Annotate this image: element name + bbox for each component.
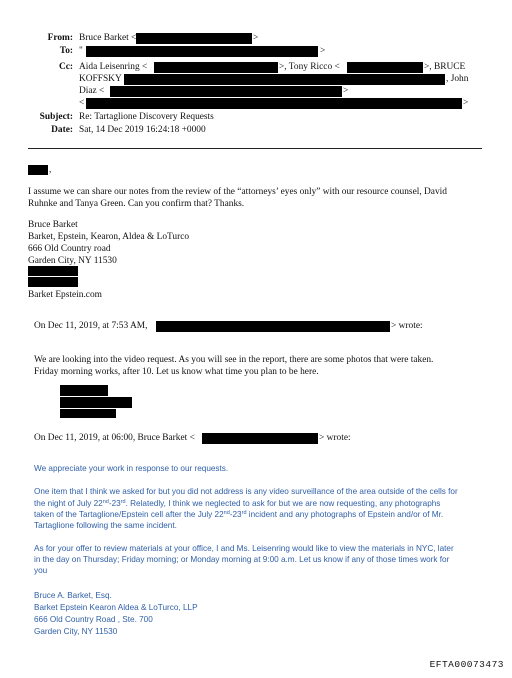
document-id: EFTA00073473 bbox=[429, 659, 504, 670]
quoted-line: As for your offer to review materials at your office, I and Ms. Leisenring would like to view the materials in NYC, later bbox=[34, 544, 454, 553]
signature-address: 666 Old Country Road , Ste. 700 bbox=[34, 615, 153, 624]
redaction-block bbox=[86, 98, 462, 109]
quoted-line: taken of the Tartaglione/Epstein cell after the July 22nd-23rd incident and any photographs of Epstein and/or of Mr. bbox=[34, 510, 444, 519]
signature-name: Bruce Barket bbox=[28, 220, 78, 230]
cc-label: Cc: bbox=[58, 62, 73, 72]
signature-firm: Barket Epstein Kearon Aldea & LoTurco, LLP bbox=[34, 603, 198, 612]
redaction-block bbox=[60, 409, 116, 418]
date-value: Sat, 14 Dec 2019 16:24:18 +0000 bbox=[79, 125, 206, 135]
cc-line1-c: >, BRUCE bbox=[424, 62, 466, 72]
reply-line: Friday morning works, after 10. Let us know what time you plan to be here. bbox=[34, 367, 319, 377]
signature-name: Bruce A. Barket, Esq. bbox=[34, 591, 112, 600]
signature-address: Garden City, NY 11530 bbox=[34, 627, 118, 636]
to-label: To: bbox=[59, 46, 73, 56]
subject-label: Subject: bbox=[39, 112, 73, 122]
cc-line3-a: Diaz < bbox=[79, 86, 105, 96]
quoted-line: We appreciate your work in response to our requests. bbox=[34, 464, 229, 473]
to-close: > bbox=[320, 46, 326, 56]
redaction-block bbox=[28, 266, 78, 276]
cc-line3-close: > bbox=[343, 86, 349, 96]
signature-firm: Barket, Epstein, Kearon, Aldea & LoTurco bbox=[28, 232, 190, 242]
quoted-line: Tartaglione following the same incident. bbox=[34, 521, 177, 530]
reply-header: On Dec 11, 2019, at 06:00, Bruce Barket < bbox=[34, 433, 195, 443]
reply-header: On Dec 11, 2019, at 7:53 AM, bbox=[34, 321, 148, 331]
redaction-block bbox=[154, 62, 278, 73]
cc-line1-b: >, Tony Ricco < bbox=[279, 62, 340, 72]
redaction-block bbox=[86, 46, 318, 57]
redaction-block bbox=[110, 86, 342, 97]
redaction-block bbox=[28, 277, 78, 287]
quoted-line: you bbox=[34, 566, 48, 575]
signature-website: Barket Epstein.com bbox=[28, 290, 102, 300]
from-label: From: bbox=[47, 33, 73, 43]
redaction-block bbox=[347, 62, 423, 73]
greeting-comma: , bbox=[49, 165, 52, 175]
cc-line1-a: Aida Leisenring < bbox=[79, 62, 148, 72]
reply-header-suffix: > wrote: bbox=[319, 433, 351, 443]
redaction-block bbox=[60, 397, 132, 408]
cc-line2-b: , John bbox=[446, 74, 469, 84]
redaction-block bbox=[202, 433, 318, 444]
header-divider bbox=[28, 148, 482, 149]
cc-line4-open: < bbox=[79, 98, 85, 108]
body-paragraph-line: Ruhnke and Tanya Green. Can you confirm that? Thanks. bbox=[28, 199, 245, 209]
body-paragraph-line: I assume we can share our notes from the review of the “attorneys’ eyes only” with our resource counsel, David bbox=[28, 187, 447, 197]
redaction-block bbox=[136, 33, 252, 44]
signature-address: 666 Old Country road bbox=[28, 244, 111, 254]
quoted-line: the night of July 22nd-23rd. Relatedly, I think we neglected to ask for but we are now requesting, any photographs bbox=[34, 499, 441, 508]
redaction-block bbox=[28, 165, 48, 175]
date-label: Date: bbox=[51, 125, 73, 135]
subject-value: Re: Tartaglione Discovery Requests bbox=[79, 112, 214, 122]
quoted-line: in the day on Thursday; Friday morning; or Monday morning at 9:00 a.m. Let us know if any of those times work for bbox=[34, 555, 450, 564]
to-prefix: " bbox=[79, 46, 83, 56]
from-close: > bbox=[253, 33, 259, 43]
signature-address: Garden City, NY 11530 bbox=[28, 256, 117, 266]
redaction-block bbox=[124, 74, 445, 85]
reply-line: We are looking into the video request. As you will see in the report, there are some photos that were taken. bbox=[34, 355, 434, 365]
cc-line2-a: KOFFSKY bbox=[79, 74, 122, 84]
reply-header-suffix: > wrote: bbox=[391, 321, 423, 331]
quoted-line: One item that I think we asked for but you did not address is any video surveillance of the area outside of the cells for bbox=[34, 487, 458, 496]
redaction-block bbox=[60, 385, 108, 396]
from-value: Bruce Barket < bbox=[79, 33, 137, 43]
redaction-block bbox=[156, 321, 390, 332]
cc-line4-close: > bbox=[463, 98, 469, 108]
